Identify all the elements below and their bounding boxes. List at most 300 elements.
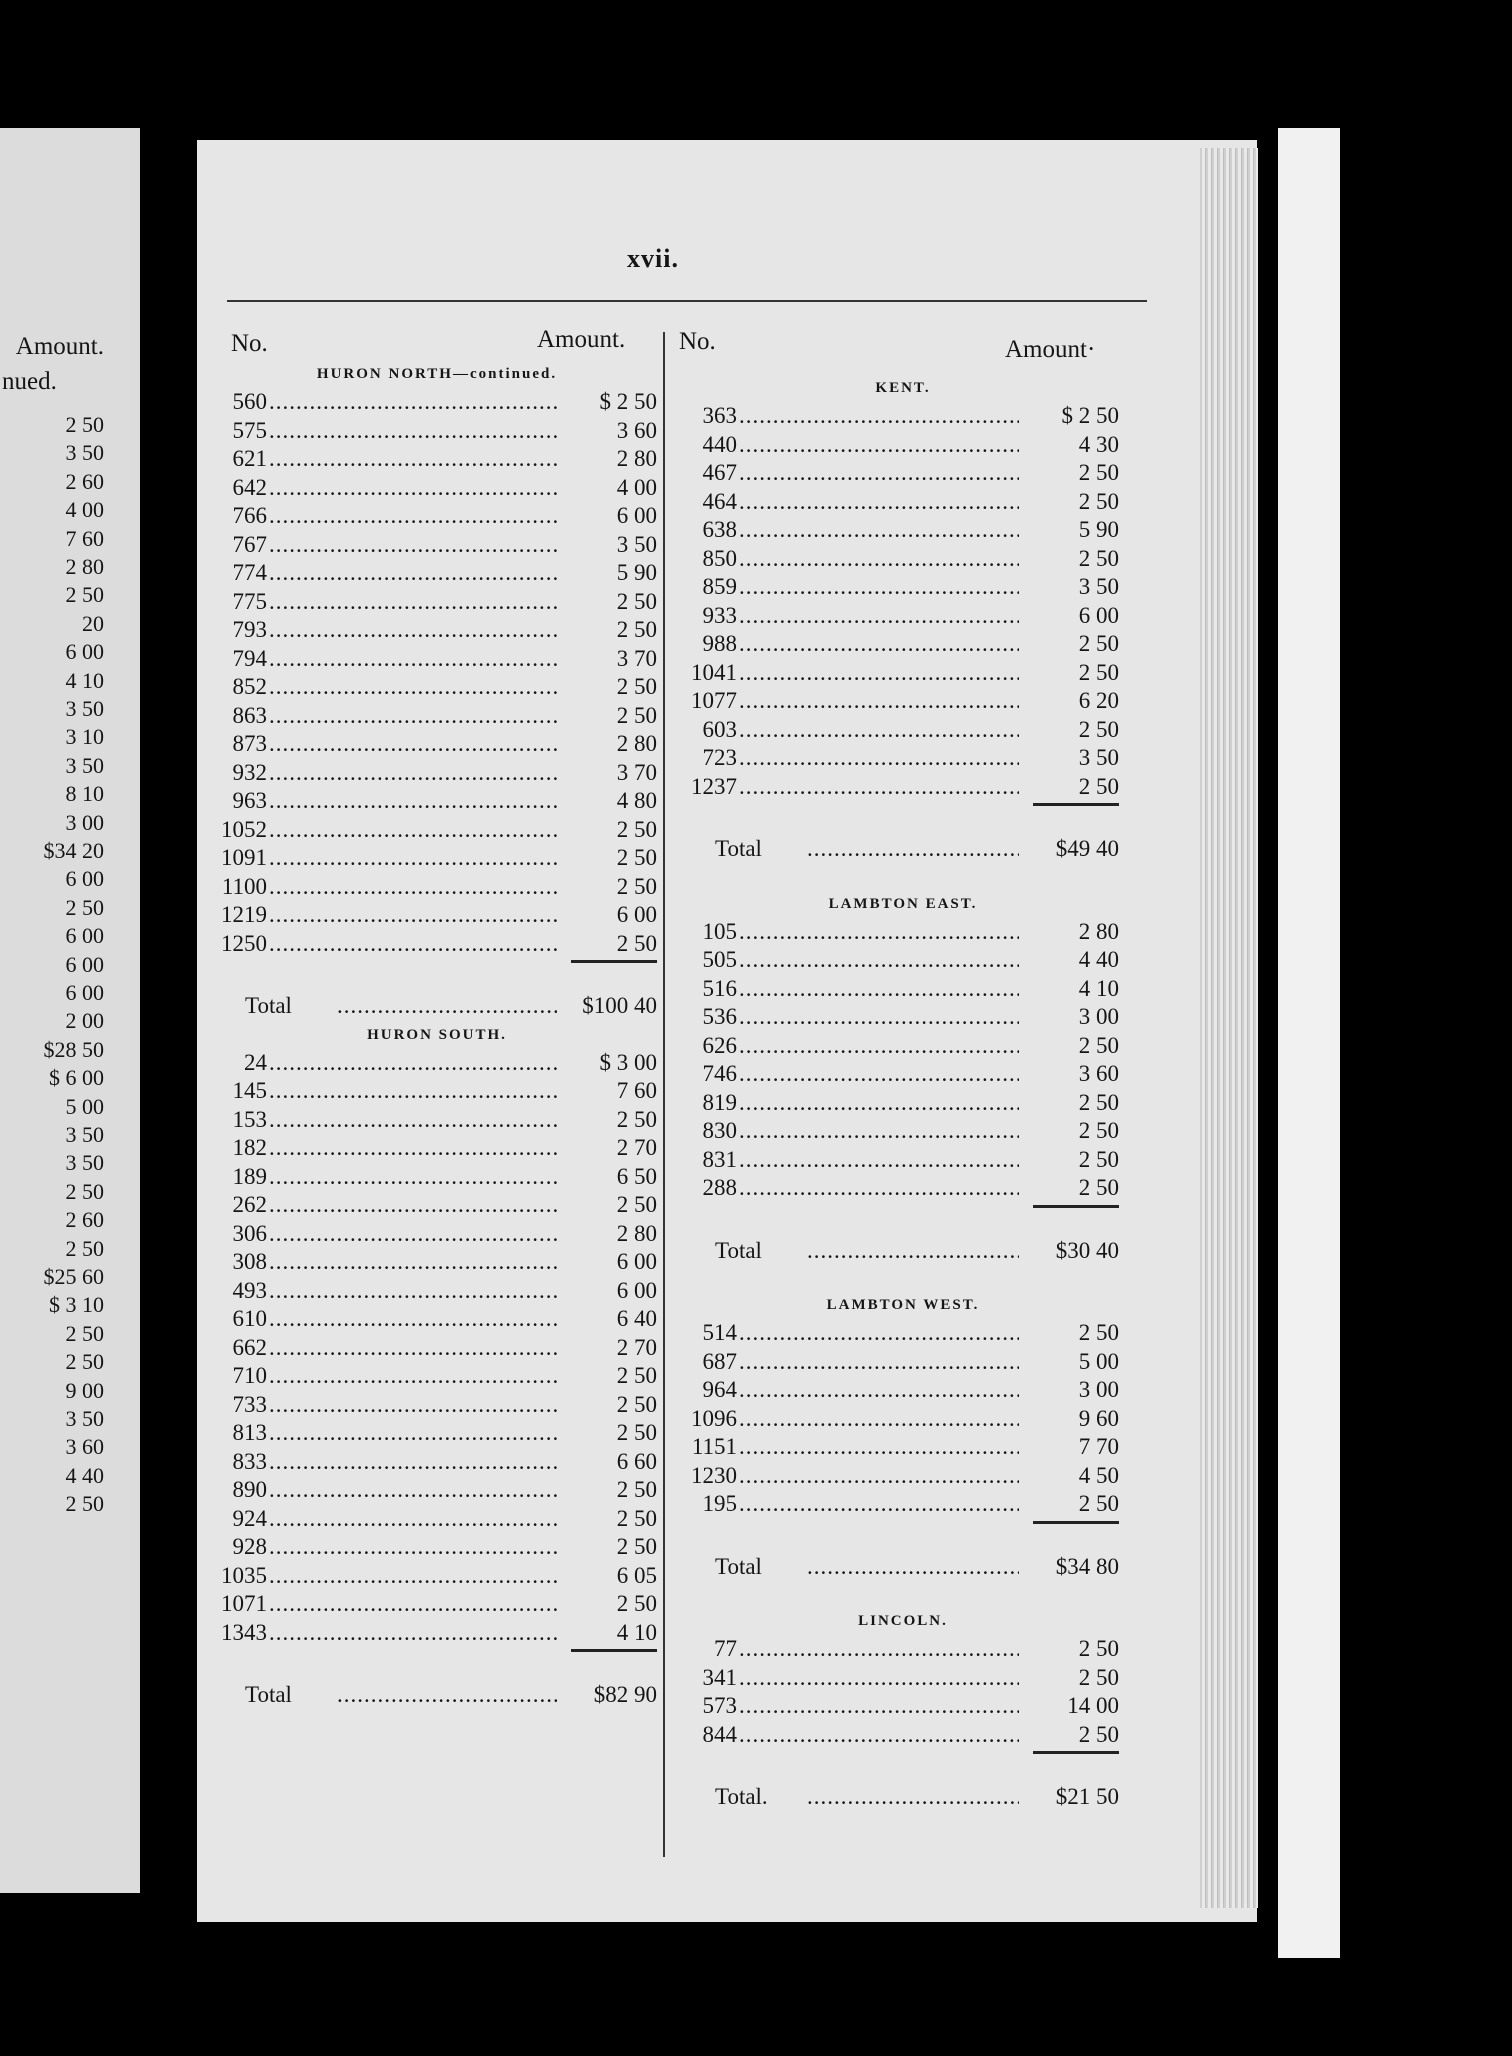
entry-amount: 2 50 [616,1591,657,1616]
entry-number: 1219 [221,902,267,927]
total-label: Total [245,993,292,1018]
entry-number: 575 [232,417,267,443]
ledger-page [197,140,1257,1922]
entry-number: 1343 [221,1619,267,1645]
dot-leader [739,1146,1019,1175]
entry-number: 1041 [691,659,737,685]
dot-leader [269,1533,557,1562]
dot-leader [269,1163,557,1192]
left-page-amount: $ 6 00 [49,1065,104,1091]
dot-leader [269,1049,557,1078]
dot-leader [269,1077,557,1106]
ledger-row [217,1277,657,1306]
total-row [687,1783,1119,1812]
dot-leader [739,488,1019,517]
left-page-amount: 5 00 [65,1093,104,1119]
total-amount: $30 40 [1055,1237,1119,1263]
ledger-row [687,716,1119,745]
entry-number: 560 [232,389,267,414]
section-title: LINCOLN. [858,1613,948,1629]
ledger-row [217,559,657,588]
entry-amount: 2 50 [616,674,657,699]
section-gap [687,864,1119,890]
ledger-row [217,1334,657,1363]
entry-number: 262 [232,1192,267,1217]
ledger-row [217,1619,657,1648]
section-gap [687,1265,1119,1291]
dot-leader [269,445,557,474]
entry-number: 505 [702,947,737,972]
dot-leader [807,1553,1019,1582]
entry-amount: 2 50 [616,702,657,728]
entry-number: 145 [232,1078,267,1103]
entry-number: 928 [232,1534,267,1559]
left-page-amount: 3 60 [65,1434,104,1460]
entry-amount: 6 00 [616,902,657,927]
dot-leader [739,1433,1019,1462]
dot-leader [739,687,1019,716]
entry-amount: 3 60 [1078,1061,1119,1086]
left-page-amount: 3 50 [65,1122,104,1147]
entry-amount: 2 50 [616,873,657,899]
left-page-amount: 4 10 [65,667,104,693]
entry-number: 746 [702,1061,737,1086]
left-page-amount-column [0,412,104,1912]
dot-leader [269,502,557,531]
total-label: Total [715,1553,762,1579]
dot-leader [269,1590,557,1619]
entry-amount: 4 10 [616,1619,657,1645]
ledger-row [687,1376,1119,1405]
left-page-amount: $28 50 [43,1036,104,1062]
entry-number: 440 [702,431,737,457]
entry-amount: 4 80 [616,788,657,813]
dot-leader [269,531,557,560]
ledger-row [217,616,657,645]
total-row [217,992,657,1021]
entry-number: 873 [232,731,267,756]
left-page-amount: 6 00 [65,639,104,665]
entry-amount: 3 50 [1078,574,1119,599]
dot-leader [739,946,1019,975]
ledger-row [217,1106,657,1135]
dot-leader [739,1721,1019,1750]
entry-amount: 2 50 [616,1534,657,1559]
entry-amount: 6 60 [616,1448,657,1474]
entry-number: 603 [702,716,737,742]
ledger-row [687,573,1119,602]
dot-leader [269,787,557,816]
entry-amount: 4 10 [1078,975,1119,1001]
ledger-row [217,445,657,474]
entry-number: 775 [232,588,267,614]
entry-number: 831 [702,1146,737,1172]
dot-leader [807,1237,1019,1266]
entry-number: 308 [232,1249,267,1274]
dot-leader [739,402,1019,431]
left-page-amount: 2 50 [65,1178,104,1204]
entry-amount: 2 50 [616,1363,657,1388]
entry-number: 1237 [691,773,737,799]
left-page-amount: 2 50 [65,582,104,608]
left-page-amount: 2 50 [65,1491,104,1517]
dot-leader [269,1277,557,1306]
entry-amount: 5 90 [616,560,657,585]
left-page-amount: 2 60 [65,1207,104,1233]
left-page-amount: $25 60 [43,1264,104,1289]
ledger-row [687,1003,1119,1032]
left-ledger-column [217,360,657,1710]
entry-number: 105 [702,918,737,944]
total-amount: $100 40 [582,993,657,1018]
entry-number: 189 [232,1163,267,1189]
entry-number: 988 [702,631,737,656]
ledger-row [687,431,1119,460]
entry-number: 766 [232,503,267,528]
ledger-row [687,1032,1119,1061]
entry-number: 1100 [221,873,267,899]
ledger-row [217,816,657,845]
entry-amount: 14 00 [1067,1693,1119,1718]
entry-amount: 6 00 [616,503,657,528]
entry-amount: 6 00 [616,1249,657,1274]
total-gap [217,966,657,992]
right-column-amount-header: Amount· [1005,336,1096,363]
total-label: Total. [715,1784,768,1809]
entry-amount: 2 50 [1078,659,1119,685]
entry-number: 819 [702,1089,737,1115]
ledger-row [217,1562,657,1591]
entry-amount: 4 00 [616,474,657,500]
dot-leader [739,573,1019,602]
dot-leader [739,1319,1019,1348]
dot-leader [269,417,557,446]
ledger-row [687,1405,1119,1434]
entry-amount: 6 20 [1078,688,1119,713]
left-page-amount: 6 00 [65,866,104,892]
left-page-amount: 3 50 [65,696,104,721]
entry-amount: 2 50 [616,1192,657,1217]
ledger-row [687,744,1119,773]
left-page-amount-header: Amount. [15,333,104,360]
entry-number: 493 [232,1277,267,1303]
left-page-amount: 4 00 [65,497,104,523]
entry-number: 514 [702,1320,737,1345]
ledger-row [217,588,657,617]
left-page-amount: 2 00 [65,1008,104,1034]
section-title: LAMBTON WEST. [826,1297,980,1313]
dot-leader [269,730,557,759]
dot-leader [739,773,1019,802]
ledger-row [687,488,1119,517]
entry-number: 830 [702,1118,737,1143]
ledger-row [687,1692,1119,1721]
entry-number: 1230 [691,1462,737,1488]
dot-leader [269,616,557,645]
entry-amount: 9 60 [1078,1405,1119,1431]
dot-leader [739,659,1019,688]
entry-amount: 2 50 [1078,1146,1119,1172]
entry-amount: 2 50 [616,1106,657,1132]
entry-amount: 2 50 [1078,773,1119,799]
entry-amount: 2 80 [1078,918,1119,944]
entry-number: 306 [232,1220,267,1246]
left-page-amount: 6 00 [65,951,104,977]
dot-leader [739,1117,1019,1146]
entry-amount: 3 70 [616,645,657,671]
entry-amount: 2 50 [1078,1118,1119,1143]
ledger-row [687,402,1119,431]
ledger-row [687,1462,1119,1491]
entry-number: 793 [232,617,267,642]
entry-number: 573 [702,1693,737,1718]
dot-leader [739,1490,1019,1519]
total-rule [687,801,1119,809]
ledger-row [217,1163,657,1192]
ledger-row [687,630,1119,659]
left-page-amount: 6 00 [65,923,104,949]
facing-page-fragment [0,128,140,1893]
left-page-amount: 3 10 [65,724,104,750]
entry-amount: 2 80 [616,731,657,756]
entry-number: 153 [232,1106,267,1132]
entry-number: 1052 [221,816,267,842]
total-label: Total [715,1237,762,1263]
ledger-row [687,1146,1119,1175]
ledger-row [687,1635,1119,1664]
ledger-row [687,1089,1119,1118]
entry-amount: 2 50 [1078,1721,1119,1747]
ledger-row [217,1049,657,1078]
total-label: Total [715,836,762,861]
dot-leader [269,1191,557,1220]
entry-number: 467 [702,460,737,485]
left-page-amount: 2 50 [65,1320,104,1346]
entry-amount: 4 30 [1078,431,1119,457]
ledger-row [217,502,657,531]
ledger-row [217,417,657,446]
total-amount: $82 90 [593,1682,657,1707]
ledger-row [217,873,657,902]
dot-leader [269,474,557,503]
right-ledger-column [687,374,1119,1812]
ledger-row [217,645,657,674]
ledger-row [217,930,657,959]
entry-amount: 6 00 [1078,602,1119,628]
entry-number: 1077 [691,688,737,713]
ledger-row [687,1348,1119,1377]
left-page-amount: 6 00 [65,980,104,1005]
dot-leader [269,388,557,417]
dot-leader [739,716,1019,745]
dot-leader [269,1562,557,1591]
entry-amount: 2 50 [1078,716,1119,742]
entry-number: 24 [244,1049,267,1075]
entry-amount: 3 50 [1078,745,1119,770]
entry-number: 642 [232,474,267,500]
dot-leader [739,1405,1019,1434]
entry-number: 195 [702,1491,737,1516]
entry-number: 516 [702,975,737,1001]
dot-leader [269,1106,557,1135]
entry-number: 341 [702,1664,737,1690]
entry-number: 1071 [221,1591,267,1616]
total-amount: $49 40 [1055,836,1119,861]
left-page-amount: 3 50 [65,1406,104,1431]
header-rule [227,300,1147,302]
left-page-amount: 4 40 [65,1462,104,1488]
entry-number: 767 [232,531,267,557]
dot-leader [739,1003,1019,1032]
ledger-row [217,1391,657,1420]
entry-amount: 2 50 [1078,1664,1119,1690]
dot-leader [269,816,557,845]
entry-number: 182 [232,1135,267,1160]
ledger-row [217,901,657,930]
dot-leader [739,1692,1019,1721]
ledger-row [687,946,1119,975]
dot-leader [739,545,1019,574]
dot-leader [269,1505,557,1534]
entry-amount: 2 50 [1078,488,1119,514]
ledger-row [217,1419,657,1448]
entry-number: 844 [702,1721,737,1747]
entry-amount: 2 80 [616,446,657,471]
dot-leader [269,1248,557,1277]
left-page-amount: 2 50 [65,1235,104,1261]
ledger-row [217,787,657,816]
entry-amount: 2 50 [616,816,657,842]
total-rule [217,958,657,966]
dot-leader [739,975,1019,1004]
dot-leader [739,1032,1019,1061]
entry-number: 774 [232,560,267,585]
total-rule [687,1749,1119,1757]
total-label: Total [245,1682,292,1707]
total-rule [687,1203,1119,1211]
ledger-row [217,388,657,417]
total-gap [687,1527,1119,1553]
dot-leader [269,1362,557,1391]
entry-number: 932 [232,759,267,785]
total-gap [217,1655,657,1681]
entry-number: 687 [702,1348,737,1374]
ledger-row [687,516,1119,545]
dot-leader [337,1681,557,1710]
ledger-row [217,1134,657,1163]
left-page-amount: 8 10 [65,781,104,807]
ledger-row [687,1721,1119,1750]
entry-amount: 6 05 [616,1562,657,1588]
ledger-row [687,687,1119,716]
dot-leader [269,588,557,617]
entry-amount: $ 3 00 [599,1049,657,1075]
dot-leader [269,901,557,930]
entry-number: 859 [702,574,737,599]
left-page-amount: 2 60 [65,468,104,494]
entry-amount: 6 50 [616,1163,657,1189]
left-column-amount-header: Amount. [537,326,626,353]
entry-amount: 2 50 [616,1420,657,1445]
entry-number: 1091 [221,845,267,870]
ledger-row [687,1490,1119,1519]
entry-number: 794 [232,645,267,671]
ledger-row [217,1476,657,1505]
total-gap [687,809,1119,835]
entry-number: 536 [702,1004,737,1029]
left-page-amount: 3 50 [65,440,104,466]
entry-amount: 3 70 [616,759,657,785]
entry-amount: 2 80 [616,1220,657,1246]
dot-leader [807,835,1019,864]
entry-amount: 2 50 [616,1505,657,1531]
entry-number: 833 [232,1448,267,1474]
dot-leader [269,873,557,902]
entry-number: 933 [702,602,737,628]
dot-leader [269,645,557,674]
ledger-row [217,531,657,560]
left-page-amount: 20 [82,610,104,636]
dot-leader [269,1448,557,1477]
total-gap [687,1757,1119,1783]
entry-amount: 5 00 [1078,1348,1119,1374]
entry-amount: 2 50 [1078,460,1119,485]
column-divider [663,332,665,1857]
entry-amount: 2 50 [1078,545,1119,571]
entry-number: 77 [714,1636,737,1661]
entry-number: 1250 [221,930,267,956]
entry-amount: 2 50 [1078,1032,1119,1058]
dot-leader [807,1783,1019,1812]
entry-number: 621 [232,446,267,471]
entry-amount: 3 50 [616,531,657,557]
ledger-row [217,759,657,788]
page-edges [1200,148,1258,1908]
entry-amount: 2 70 [616,1135,657,1160]
dot-leader [739,459,1019,488]
entry-amount: 3 60 [616,417,657,443]
ledger-row [217,1077,657,1106]
dot-leader [739,1060,1019,1089]
entry-number: 626 [702,1032,737,1058]
left-page-amount: 9 00 [65,1377,104,1403]
right-column-no-header: No. [679,328,716,355]
entry-number: 924 [232,1505,267,1531]
left-page-amount: 3 00 [65,809,104,835]
ledger-row [217,730,657,759]
entry-amount: 2 50 [616,930,657,956]
dot-leader [739,602,1019,631]
entry-number: 813 [232,1420,267,1445]
total-gap [687,1211,1119,1237]
ledger-row [217,1505,657,1534]
ledger-row [687,1664,1119,1693]
entry-amount: 3 00 [1078,1377,1119,1402]
dot-leader [269,844,557,873]
left-page-continued-label: nued. [2,368,57,395]
dot-leader [739,744,1019,773]
entry-amount: 6 00 [616,1277,657,1303]
total-row [217,1681,657,1710]
dot-leader [269,1134,557,1163]
entry-amount: 7 60 [616,1078,657,1103]
entry-number: 710 [232,1363,267,1388]
ledger-row [217,474,657,503]
entry-number: 1035 [221,1562,267,1588]
entry-amount: 3 00 [1078,1004,1119,1029]
total-rule [217,1647,657,1655]
entry-number: 733 [232,1391,267,1417]
